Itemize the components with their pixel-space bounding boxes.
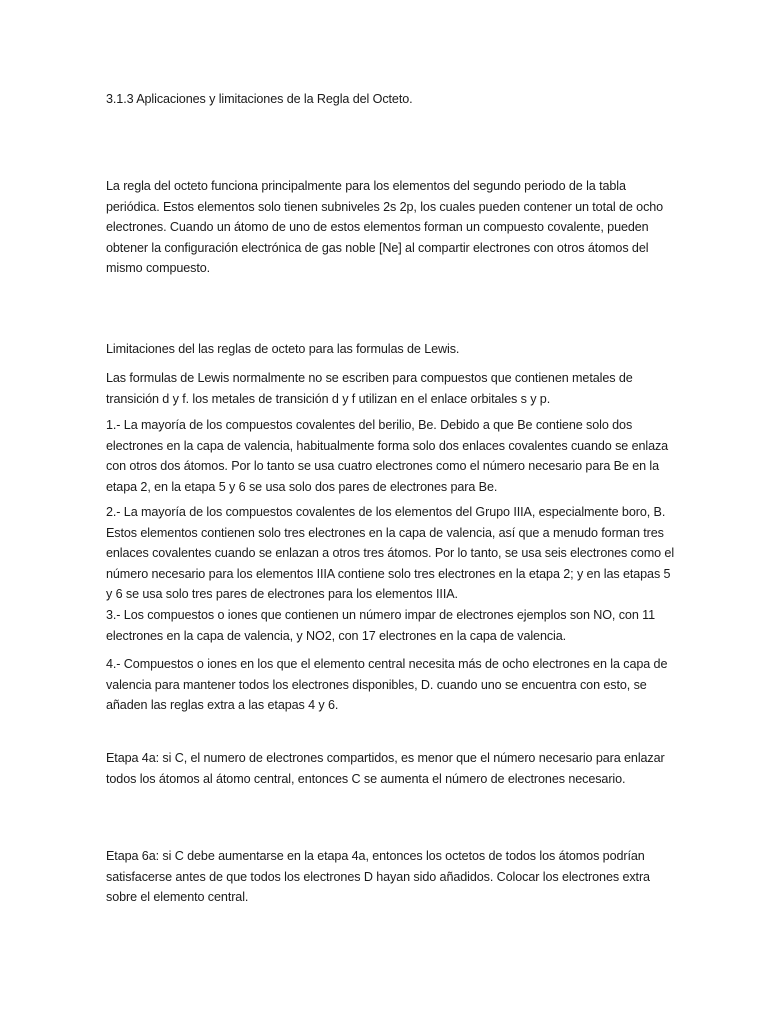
paragraph-etapa-6a: Etapa 6a: si C debe aumentarse en la etapa 4a, entonces los octetos de todos los átomos podrían satisfacerse antes de que todos los electrones D hayan sido añadidos. Colocar los electrones extra sobre el elemento central. xyxy=(106,849,650,905)
paragraph-etapa-4a: Etapa 4a: si C, el numero de electrones compartidos, es menor que el número necesario para enlazar todos los átomos al átomo central, entonces C se aumenta el número de electrones necesario. xyxy=(106,751,665,786)
section-heading: 3.1.3 Aplicaciones y limitaciones de la Regla del Octeto. xyxy=(106,92,413,106)
paragraph-item-2: 2.- La mayoría de los compuestos covalentes de los elementos del Grupo IIIA, especialmente boro, B. Estos elementos contienen solo tres electrones en la capa de valencia, así que a menudo forman tres enlaces covalentes cuando se enlazan a otros tres átomos. Por lo tanto, se usa seis electrones como el número necesario para los elementos IIIA contiene solo tres electrones en la etapa 2; y en las etapas 5 y 6 se usa solo tres pares de electrones para los elementos IIIA. xyxy=(106,505,675,602)
paragraph-item-4: 4.- Compuestos o iones en los que el elemento central necesita más de ocho electrones en la capa de valencia para mantener todos los electrones disponibles, D. cuando uno se encuentra con esto, se añaden las reglas extra a las etapas 4 y 6. xyxy=(106,657,668,713)
paragraph-item-3: 3.- Los compuestos o iones que contienen un número impar de electrones ejemplos son NO, con 11 electrones en la capa de valencia, y NO2, con 17 electrones en la capa de valencia. xyxy=(106,608,656,643)
paragraph-item-1: 1.- La mayoría de los compuestos covalentes del berilio, Be. Debido a que Be contiene solo dos electrones en la capa de valencia, habitualmente forma solo dos enlaces covalentes cuando se enlaza con otros dos átomos. Por lo tanto se usa cuatro electrones como el número necesario para Be en la etapa 2, en la etapa 5 y 6 se usa solo dos pares de electrones para Be. xyxy=(106,418,669,494)
paragraph-limitations-title: Limitaciones del las reglas de octeto para las formulas de Lewis. xyxy=(106,342,460,356)
paragraph-intro: La regla del octeto funciona principalmente para los elementos del segundo periodo de la tabla periódica. Estos elementos solo tienen subniveles 2s 2p, los cuales pueden contener un total de ocho electrones. Cuando un átomo de uno de estos elementos forman un compuesto covalente, pueden obtener la configuración electrónica de gas noble [Ne] al compartir electrones con otros átomos del mismo compuesto. xyxy=(106,179,664,276)
paragraph-lewis-metals: Las formulas de Lewis normalmente no se escriben para compuestos que contienen metales de transición d y f. los metales de transición d y f utilizan en el enlace orbitales s y p. xyxy=(106,371,633,406)
